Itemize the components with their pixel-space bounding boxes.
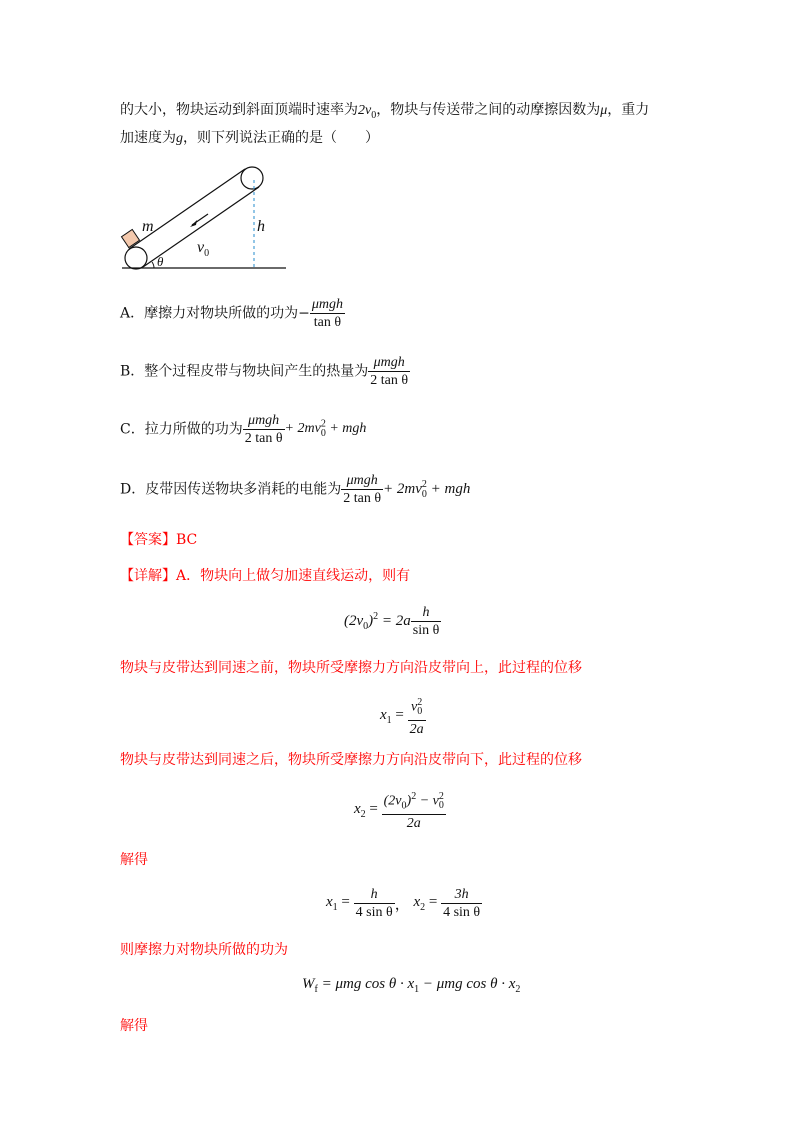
option-text: D．皮带因传送物块多消耗的电能为	[120, 481, 342, 498]
option-b	[120, 354, 410, 389]
problem-text: 的大小，物块运动到斜面顶端时速率为	[120, 102, 358, 118]
equation-1: $(2v_0)^2 = 2a$ $\frac{h}{\text{sin θ}}$	[344, 605, 440, 638]
option-c	[120, 412, 366, 447]
equation-3: $x_2$ = $\frac{(2v_0)^2 - v^2_0}{2a}$	[354, 788, 446, 832]
option-text: A．摩擦力对物块所做的功为	[120, 305, 299, 322]
fraction: $\frac{\text{μmgh}}{\text{2 tan θ}}$	[244, 413, 283, 446]
answer-value: BC	[176, 532, 198, 548]
velocity-label: $v_0$	[197, 239, 210, 260]
detail-intro	[120, 566, 410, 586]
top-pulley	[241, 167, 263, 189]
problem-line-2	[120, 128, 379, 149]
detail-before-sync: 物块与皮带达到同速之前，物块所受摩擦力方向沿皮带向上，此过程的位移	[120, 660, 582, 676]
problem-text: 加速度为	[120, 130, 176, 146]
detail-after-sync: 物块与皮带达到同速之后，物块所受摩擦力方向沿皮带向下，此过程的位移	[120, 752, 582, 768]
option-text: B．整个过程皮带与物块间产生的热量为	[120, 363, 369, 380]
velocity-arrowhead	[190, 220, 197, 227]
detail-solve-1: 解得	[120, 852, 148, 868]
answer-tag: 【答案】	[120, 532, 176, 548]
problem-line-1	[120, 100, 649, 126]
block-m	[121, 229, 139, 247]
problem-text: ，则下列说法正确的是（ ）	[183, 130, 379, 146]
c-tail: + $2mv^2_0$ + mgh	[284, 418, 367, 440]
g-symbol: g	[176, 131, 183, 146]
equation-2: $x_1$ = $\frac{v^2_0}{2a}$	[380, 694, 426, 738]
detail-tag: 【详解】	[120, 568, 176, 584]
mu-symbol: μ	[600, 103, 608, 118]
height-label: h	[257, 218, 265, 235]
detail-solve-2: 解得	[120, 1018, 148, 1034]
detail-work-line: 则摩擦力对物块所做的功为	[120, 942, 288, 958]
detail-text: A．物块向上做匀加速直线运动，则有	[176, 568, 411, 584]
angle-arc	[152, 262, 154, 268]
equation-4: $x_1$ = $\frac{h}{\text{4 sin θ}}$ ， $x_2$ = $\frac{3h}{\text{4 sin θ}}$	[326, 887, 481, 920]
fraction: $\frac{\text{μmgh}}{\text{tan θ}}$	[311, 297, 343, 330]
velocity-symbol: $2v_0$	[358, 103, 377, 121]
angle-label: θ	[157, 254, 164, 269]
minus-sign: −	[298, 305, 310, 322]
fraction: $\frac{\text{μmgh}}{\text{2 tan θ}}$	[370, 355, 409, 388]
bottom-pulley	[125, 247, 147, 269]
option-text: C．拉力所做的功为	[120, 421, 243, 438]
problem-text: ，物块与传送带之间的动摩擦因数为	[376, 102, 601, 118]
problem-text: ，重力	[607, 102, 650, 118]
mass-label: m	[142, 218, 154, 235]
equation-5: $W_f = \mu mg$ $\cos \theta \cdot x_1 - \mu mg$ $\cos \theta \cdot x_2$	[302, 976, 521, 995]
d-tail: + $2mv^2_0$ + mgh	[383, 478, 471, 500]
fraction: $\frac{\text{μmgh}}{\text{2 tan θ}}$	[343, 473, 382, 506]
answer-line	[120, 530, 197, 550]
option-a	[120, 296, 345, 331]
option-d	[120, 472, 470, 507]
